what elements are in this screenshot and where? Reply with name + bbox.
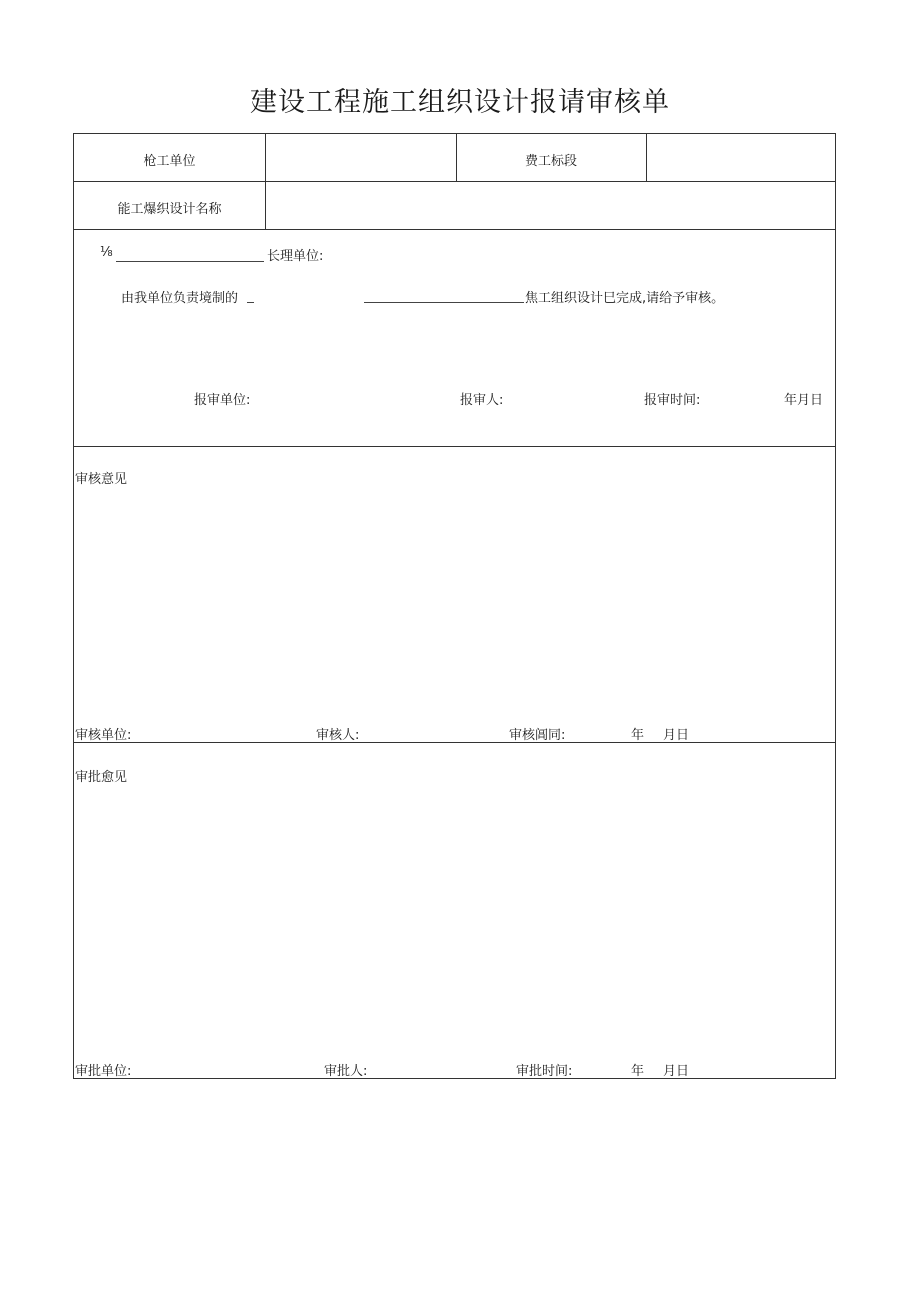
reviewer-label: 审核人: xyxy=(316,728,360,743)
supervision-unit-label: 长理单位: xyxy=(267,249,324,264)
review-month-day: 月日 xyxy=(663,728,690,743)
supervision-unit-blank[interactable] xyxy=(116,261,264,262)
review-opinion-area[interactable] xyxy=(74,486,835,706)
approval-unit-label: 审批单位: xyxy=(75,1064,132,1079)
approver-label: 审批人: xyxy=(324,1064,368,1079)
form-title: 建设工程施工组织设计报请审核单 xyxy=(250,87,670,118)
approval-year: 年 xyxy=(631,1064,645,1079)
submit-time-label: 报审时间: xyxy=(644,393,701,408)
submit-date: 年月日 xyxy=(784,393,824,408)
design-name-label: 能工爆织设计名称 xyxy=(117,202,222,217)
review-year: 年 xyxy=(631,728,645,743)
approval-opinion-area[interactable] xyxy=(74,786,835,1036)
row-divider xyxy=(74,742,835,743)
submission-body-prefix: 由我单位负责境制的 xyxy=(121,291,239,306)
review-opinion-label: 审核意见 xyxy=(75,472,128,487)
submitter-label: 报审人: xyxy=(460,393,504,408)
submission-body-suffix: 焦工组织设计巳完成,请给予审核。 xyxy=(525,291,725,306)
section-label: 费工标段 xyxy=(524,154,577,169)
approval-opinion-label: 审批愈见 xyxy=(75,770,128,785)
approval-month-day: 月日 xyxy=(663,1064,690,1079)
submit-unit-label: 报审单位: xyxy=(194,393,251,408)
construction-unit-label: 枪工单位 xyxy=(143,154,196,169)
review-form xyxy=(73,133,836,1079)
section-field[interactable] xyxy=(647,134,835,181)
construction-unit-field[interactable] xyxy=(266,134,455,181)
row-divider xyxy=(74,229,835,230)
project-name-blank-a[interactable] xyxy=(247,302,254,303)
review-time-label: 审核阊同: xyxy=(509,728,566,743)
review-unit-label: 审核单位: xyxy=(75,728,132,743)
project-name-blank-b[interactable] xyxy=(364,302,524,303)
row-divider xyxy=(74,446,835,447)
design-name-field[interactable] xyxy=(266,182,835,229)
approval-time-label: 审批时间: xyxy=(516,1064,573,1079)
submission-prefix: ⅛ xyxy=(100,245,113,260)
